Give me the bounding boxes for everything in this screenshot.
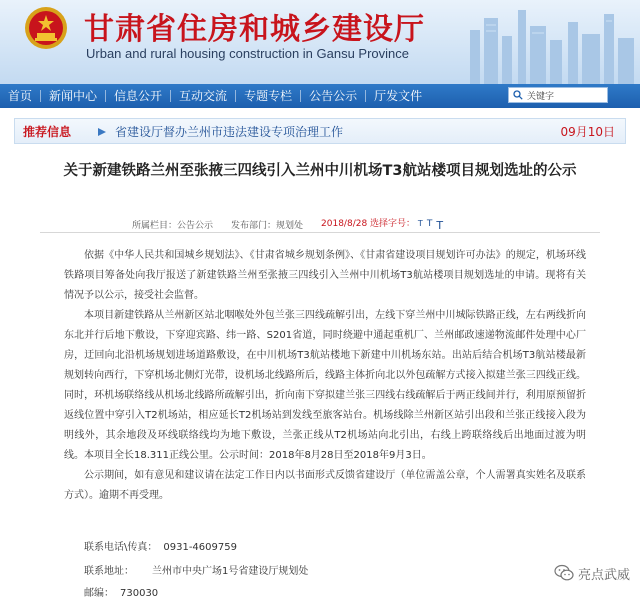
contact-postcode	[64, 584, 464, 599]
meta-dept: 发布部门：规划处	[231, 220, 304, 231]
recommended-link[interactable]: 省建设厅督办兰州市违法建设专项治理工作	[115, 125, 344, 139]
wechat-icon	[554, 564, 574, 582]
site-subtitle: Urban and rural housing construction in Gansu Province	[86, 46, 410, 61]
article-paragraph: 公示期间，如有意见和建议请在法定工作日内以书面形式反馈省建设厅（单位需盖公章，个人需署真实姓名及联系方式）。逾期不再受理。	[64, 470, 586, 501]
nav-info-disclosure[interactable]: 信息公开	[114, 89, 163, 103]
meta-divider	[40, 232, 600, 233]
search-icon[interactable]	[513, 90, 523, 100]
article-title: 关于新建铁路兰州至张掖三四线引入兰州中川机场T3航站楼项目规划选址的公示	[63, 163, 577, 179]
site-banner	[0, 0, 640, 84]
contact-value: 730030	[120, 588, 159, 599]
contact-phone	[64, 538, 464, 553]
contact-value: 兰州市中央广场1号省建设厅规划处	[152, 566, 309, 577]
arrow-right-icon	[97, 127, 107, 137]
font-size-medium-button[interactable]: T	[426, 219, 433, 229]
contact-label: 邮编：	[84, 588, 114, 599]
contact-label: 联系地址：	[84, 566, 134, 577]
site-title: 甘肃省住房和城乡建设厅	[84, 12, 425, 47]
nav-interaction[interactable]: 互动交流	[179, 89, 228, 103]
article-paragraph: 本项目新建铁路从兰州新区站北咽喉处外包兰张三四线疏解引出，左线下穿兰州中川城际铁路正线，左右两线折向东北并行后地下敷设，下穿迎宾路、纬一路、S201省道，同时绕避中通起重机厂、兰州邮政速递物流邮件处理中心厂房，迂回向北沿机场规划进场道路敷设，在中川机场T3航站楼地下新建中川机场东站。出站后结合机场T3航站楼最新规划转向西行，下穿机场北侧灯光带，设机场北线路所后，线路主体折向北以外包疏解方式接入拟建兰张三四线正线。同时，环机场联络线从机场北线路所疏解引出，折向南下穿拟建兰张三四线右线疏解后于两正线间并行，利用原预留折返线位置中穿引入T2机场站，相应延长T2机场站到发线至旅客站台。机场线除兰州新区站引出段和兰张正线接入段为明线外，其余地段及环线联络线均为地下敷设，兰张正线从T2机场站向北引出，右线上跨联络线后出地面过渡为明线。本项目全长18.311正线公里。公示时间：2018年8月28日至2018年9月3日。	[64, 310, 586, 461]
city-skyline-icon	[430, 0, 640, 84]
main-nav	[0, 84, 640, 108]
nav-announcements[interactable]: 公告公示	[309, 89, 358, 103]
article-meta	[132, 216, 522, 232]
article-body	[64, 246, 586, 506]
recommended-label: 推荐信息	[23, 125, 72, 139]
wechat-watermark	[554, 562, 630, 584]
national-emblem-icon	[24, 6, 68, 50]
font-size-small-button[interactable]: T	[417, 219, 423, 228]
recommended-date: 09月10日	[560, 125, 615, 139]
contact-address	[64, 562, 464, 577]
contact-value: 0931-4609759	[163, 542, 237, 553]
font-size-large-button[interactable]: T	[436, 219, 444, 232]
meta-column: 所属栏目：公告公示	[132, 220, 214, 231]
nav-topics[interactable]: 专题专栏	[244, 89, 293, 103]
nav-home[interactable]: 首页	[8, 89, 33, 103]
meta-date: 2018/8/28 选择字号：	[321, 219, 416, 229]
recommended-info-bar	[14, 118, 626, 144]
nav-documents[interactable]: 厅发文件	[374, 89, 423, 103]
search-input[interactable]	[508, 87, 608, 103]
contact-label: 联系电话\传真：	[84, 542, 158, 553]
watermark-text: 亮点武威	[577, 567, 630, 583]
article-paragraph: 依据《中华人民共和国城乡规划法》、《甘肃省城乡规划条例》、《甘肃省建设项目规划许可办法》的规定，机场环线铁路项目筹备处向我厅报送了新建铁路兰州至张掖三四线引入兰州中川机场T3航站楼项目规划选址的申请。现将有关情况予以公示，接受社会监督。	[64, 250, 586, 301]
nav-news-center[interactable]: 新闻中心	[49, 89, 98, 103]
